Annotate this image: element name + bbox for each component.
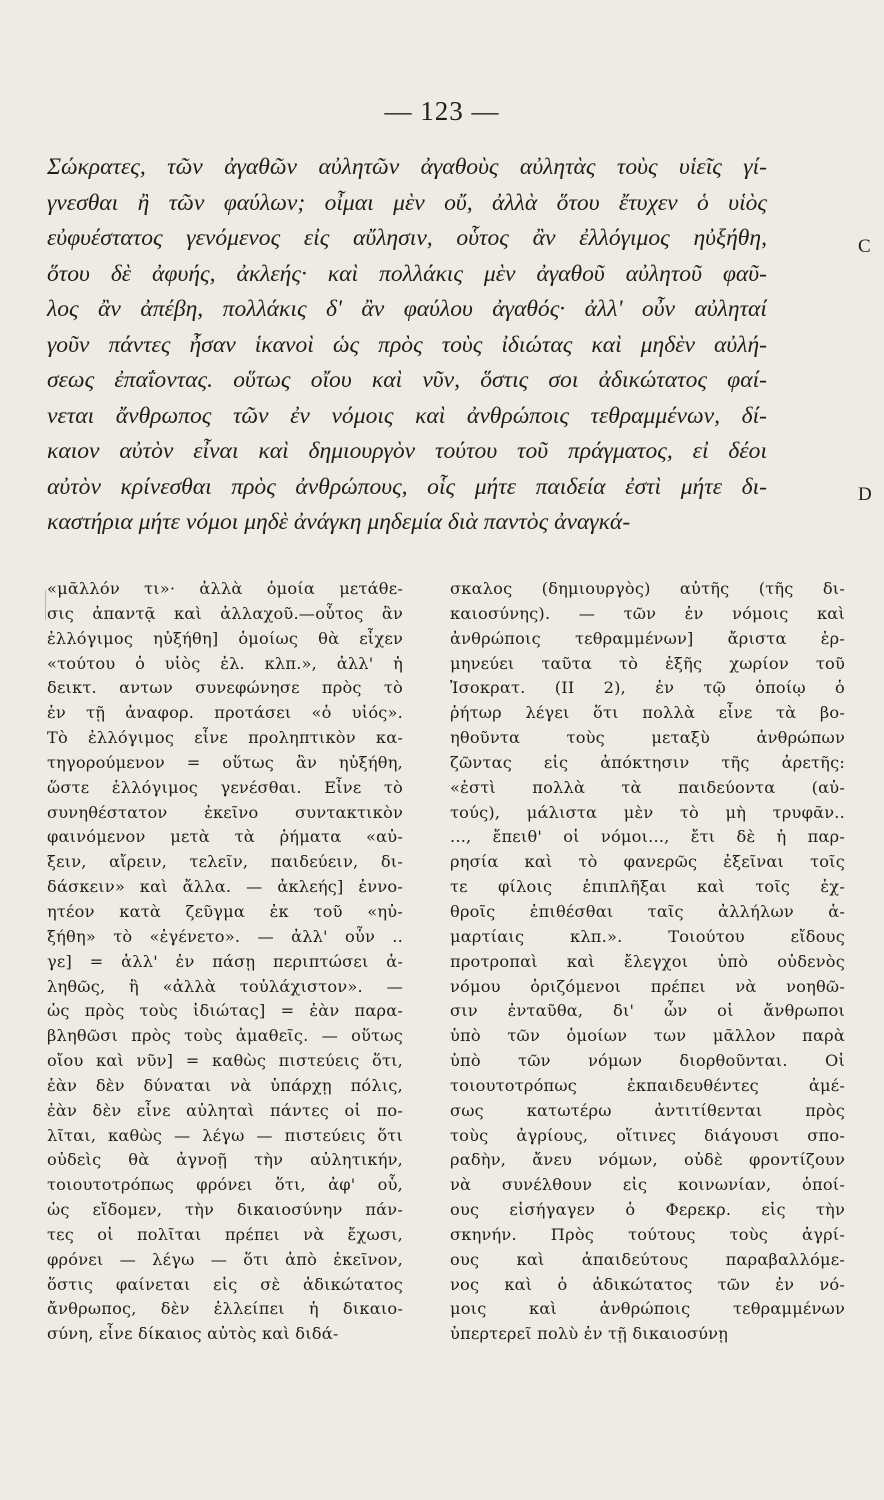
commentary-line: δάσκειν» καὶ ἄλλα. — ἀκλεής] ἐννο- [47,877,403,897]
commentary-line: μαρτίαις κλπ.». Τοιούτου εἴδους [450,926,845,946]
text-line: καστήρια μήτε νόμοι μηδὲ ἀνάγκη μηδεμία διὰ παντὸς ἀναγκά- [47,509,631,535]
commentary-line: ὡς πρὸς τοὺς ἰδιώτας] = ἐὰν παρα- [47,1001,403,1021]
commentary-line: «ἐστὶ πολλὰ τὰ παιδεύοντα (αὐ- [450,777,845,797]
commentary-line: τοιουτοτρόπως φρόνει ὅτι, ἀφ' οὗ, [47,1175,403,1195]
commentary-line: θροῖς ἐπιθέσθαι ταῖς ἀλλήλων ἁ- [450,901,845,921]
commentary-line: ραδὴν, ἄνευ νόμων, οὐδὲ φροντίζουν [450,1150,845,1170]
commentary-line: τε φίλοις ἐπιπλῆξαι καὶ τοῖς ἐχ- [450,877,845,897]
text-line: λος ἂν ἀπέβη, πολλάκις δ' ἂν φαύλου ἀγαθός· ἀλλ' οὖν αὐληταί [47,296,767,322]
commentary-line: ἀνθρώποις τεθραμμένων] ἄριστα ἑρ- [450,628,845,648]
page-number: — 123 — [384,96,500,126]
text-line: νεται ἄνθρωπος τῶν ἐν νόμοις καὶ ἀνθρώποις τεθραμμένων, δί- [47,402,767,429]
commentary-line: ὥστε ἐλλόγιμος γενέσθαι. Εἶνε τὸ [47,777,403,797]
commentary-line: φρόνει — λέγω — ὅτι ἀπὸ ἐκεῖνον, [47,1249,403,1269]
commentary-line: ητέον κατὰ ζεῦγμα ἐκ τοῦ «ηὐ- [47,901,403,921]
commentary-line: μοις καὶ ἀνθρώποις τεθραμμένων [450,1299,845,1319]
text-line: γοῦν πάντες ἦσαν ἱκανοὶ ὡς πρὸς τοὺς ἰδιώτας καὶ μηδὲν αὐλή- [47,331,767,358]
commentary-line: νος καὶ ὁ ἀδικώτατος τῶν ἐν νό- [450,1274,845,1294]
main-greek-text [47,150,767,541]
commentary-line: ἄνθρωπος, δὲν ἐλλείπει ἡ δικαιο- [47,1299,403,1319]
commentary-line: καιοσύνης). — τῶν ἐν νόμοις καὶ [450,603,845,623]
commentary-line: ὑπὸ τῶν νόμων διορθοῦνται. Οἱ [450,1051,845,1071]
commentary-line: φαινόμενον μετὰ τὰ ῥήματα «αὐ- [47,827,403,847]
commentary-line: ρησία καὶ τὸ φανερῶς ἐξεῖναι τοῖς [450,852,845,872]
commentary-line: τοιουτοτρόπως ἐκπαιδευθέντες ἀμέ- [450,1075,845,1095]
commentary-line: τες οἱ πολῖται πρέπει νὰ ἔχωσι, [47,1224,403,1244]
commentary-line: ξήθη» τὸ «ἐγένετο». — ἀλλ' οὖν .. [47,926,403,946]
commentary-line: λῖται, καθὼς — λέγω — πιστεύεις ὅτι [47,1125,403,1145]
commentary-line: «μᾶλλόν τι»· ἀλλὰ ὁμοία μετάθε- [47,579,403,598]
text-line: γνεσθαι ἢ τῶν φαύλων; οἶμαι μὲν οὔ, ἀλλὰ ὅτου ἔτυχεν ὁ υἱὸς [47,189,767,216]
commentary-line: ξειν, αἴρειν, τελεῖν, παιδεύειν, δι- [47,852,403,872]
commentary-line: τηγορούμενον = οὕτως ἂν ηὐξήθη, [47,752,403,772]
commentary-line: βληθῶσι πρὸς τοὺς ἀμαθεῖς. — οὕτως [47,1026,403,1046]
gutter-mark [45,590,46,620]
commentary-line: σιν ἐνταῦθα, δι' ὧν οἱ ἄνθρωποι [450,1001,845,1021]
commentary-line: ἐὰν δὲν δύναται νὰ ὑπάρχῃ πόλις, [47,1075,403,1095]
text-line: σεως ἐπαΐοντας. οὕτως οἴου καὶ νῦν, ὅστις σοι ἀδικώτατος φαί- [47,367,767,393]
commentary-line: τοὺς ἀγρίους, οἵτινες διάγουσι σπο- [450,1125,845,1145]
margin-section-letter: D [858,484,872,505]
commentary-line: ηθοῦντα τοὺς μεταξὺ ἀνθρώπων [450,728,845,748]
text-line: Σώκρατες, τῶν ἀγαθῶν αὐλητῶν ἀγαθοὺς αὐλητὰς τοὺς υἱεῖς γί- [47,154,767,180]
commentary-line: ἐλλόγιμος ηὐξήθη] ὁμοίως θὰ εἶχεν [47,628,403,648]
text-line: αὐτὸν κρίνεσθαι πρὸς ἀνθρώπους, οἷς μήτε παιδεία ἐστὶ μήτε δι- [47,473,767,500]
commentary-line: σύνη, εἶνε δίκαιος αὐτὸς καὶ διδά- [47,1324,339,1344]
commentary-line: ἐὰν δὲν εἶνε αὐληταὶ πάντες οἱ πο- [47,1100,403,1120]
commentary-line: ἐν τῇ ἀναφορ. προτάσει «ὁ υἱός». [47,703,403,723]
commentary-line: ους καὶ ἀπαιδεύτους παραβαλλόμε- [450,1249,845,1269]
commentary-line: ..., ἔπειθ' οἱ νόμοι..., ἔτι δὲ ἡ παρ- [450,827,845,847]
commentary-line: Ἰσοκρατ. (II 2), ἐν τῷ ὁποίῳ ὁ [450,678,845,698]
text-line: εὐφυέστατος γενόμενος εἰς αὔλησιν, οὗτος ἂν ἐλλόγιμος ηὐξήθη, [47,225,767,251]
text-line: ὅτου δὲ ἀφυής, ἀκλεής· καὶ πολλάκις μὲν ἀγαθοῦ αὐλητοῦ φαῦ- [47,260,767,287]
text-line: καιον αὐτὸν εἶναι καὶ δημιουργὸν τούτου τοῦ πράγματος, εἰ δέοι [47,438,767,464]
commentary-line: Τὸ ἐλλόγιμος εἶνε προληπτικὸν κα- [47,728,403,748]
commentary-line: ὑπὸ τῶν ὁμοίων των μᾶλλον παρὰ [450,1026,845,1046]
commentary-line: οἴου καὶ νῦν] = καθὼς πιστεύεις ὅτι, [47,1051,403,1071]
commentary-line: «τούτου ὁ υἱὸς ἐλ. κλπ.», ἀλλ' ἡ [47,653,403,673]
commentary-line: ὅστις φαίνεται εἰς σὲ ἀδικώτατος [47,1274,403,1294]
commentary-line: ὡς εἴδομεν, τὴν δικαιοσύνην πάν- [47,1200,403,1220]
commentary-line: σκηνήν. Πρὸς τούτους τοὺς ἀγρί- [450,1224,845,1244]
commentary-line: ους εἰσήγαγεν ὁ Φερεκρ. εἰς τὴν [450,1200,845,1220]
commentary-line: νόμου ὁριζόμενοι πρέπει νὰ νοηθῶ- [450,976,845,996]
commentary-line: σως κατωτέρω ἀντιτίθενται πρὸς [450,1100,845,1120]
commentary-left-column [47,577,403,1347]
commentary-line: σις ἀπαντᾷ καὶ ἀλλαχοῦ.—οὗτος ἂν [47,603,403,623]
commentary-line: οὐδεὶς θὰ ἀγνοῇ τὴν αὐλητικήν, [47,1150,403,1170]
commentary-line: νὰ συνέλθουν εἰς κοινωνίαν, ὁποί- [450,1175,845,1195]
commentary-line: τούς), μάλιστα μὲν τὸ μὴ τρυφᾶν.. [450,802,845,822]
commentary-line: ῥήτωρ λέγει ὅτι πολλὰ εἶνε τὰ βο- [450,703,845,723]
commentary-line: ὑπερτερεῖ πολὺ ἐν τῇ δικαιοσύνῃ [450,1324,729,1344]
commentary-line: ζῶντας εἰς ἀπόκτησιν τῆς ἀρετῆς: [450,752,845,772]
commentary-line: μηνεύει ταῦτα τὸ ἑξῆς χωρίον τοῦ [450,653,845,673]
commentary-line: ληθῶς, ἢ «ἀλλὰ τοὐλάχιστον». — [47,976,403,996]
commentary-right-column [450,577,845,1347]
commentary-line: γε] = ἀλλ' ἐν πάσῃ περιπτώσει ἀ- [47,951,403,971]
commentary-line: σκαλος (δημιουργὸς) αὐτῆς (τῆς δι- [450,579,845,598]
commentary-line: προτροπαὶ καὶ ἔλεγχοι ὑπὸ οὐδενὸς [450,951,845,971]
commentary-line: δεικτ. αντων συνεφώνησε πρὸς τὸ [47,678,403,698]
commentary-line: συνηθέστατον ἐκεῖνο συντακτικὸν [47,802,403,822]
margin-section-letter: C [858,236,871,257]
